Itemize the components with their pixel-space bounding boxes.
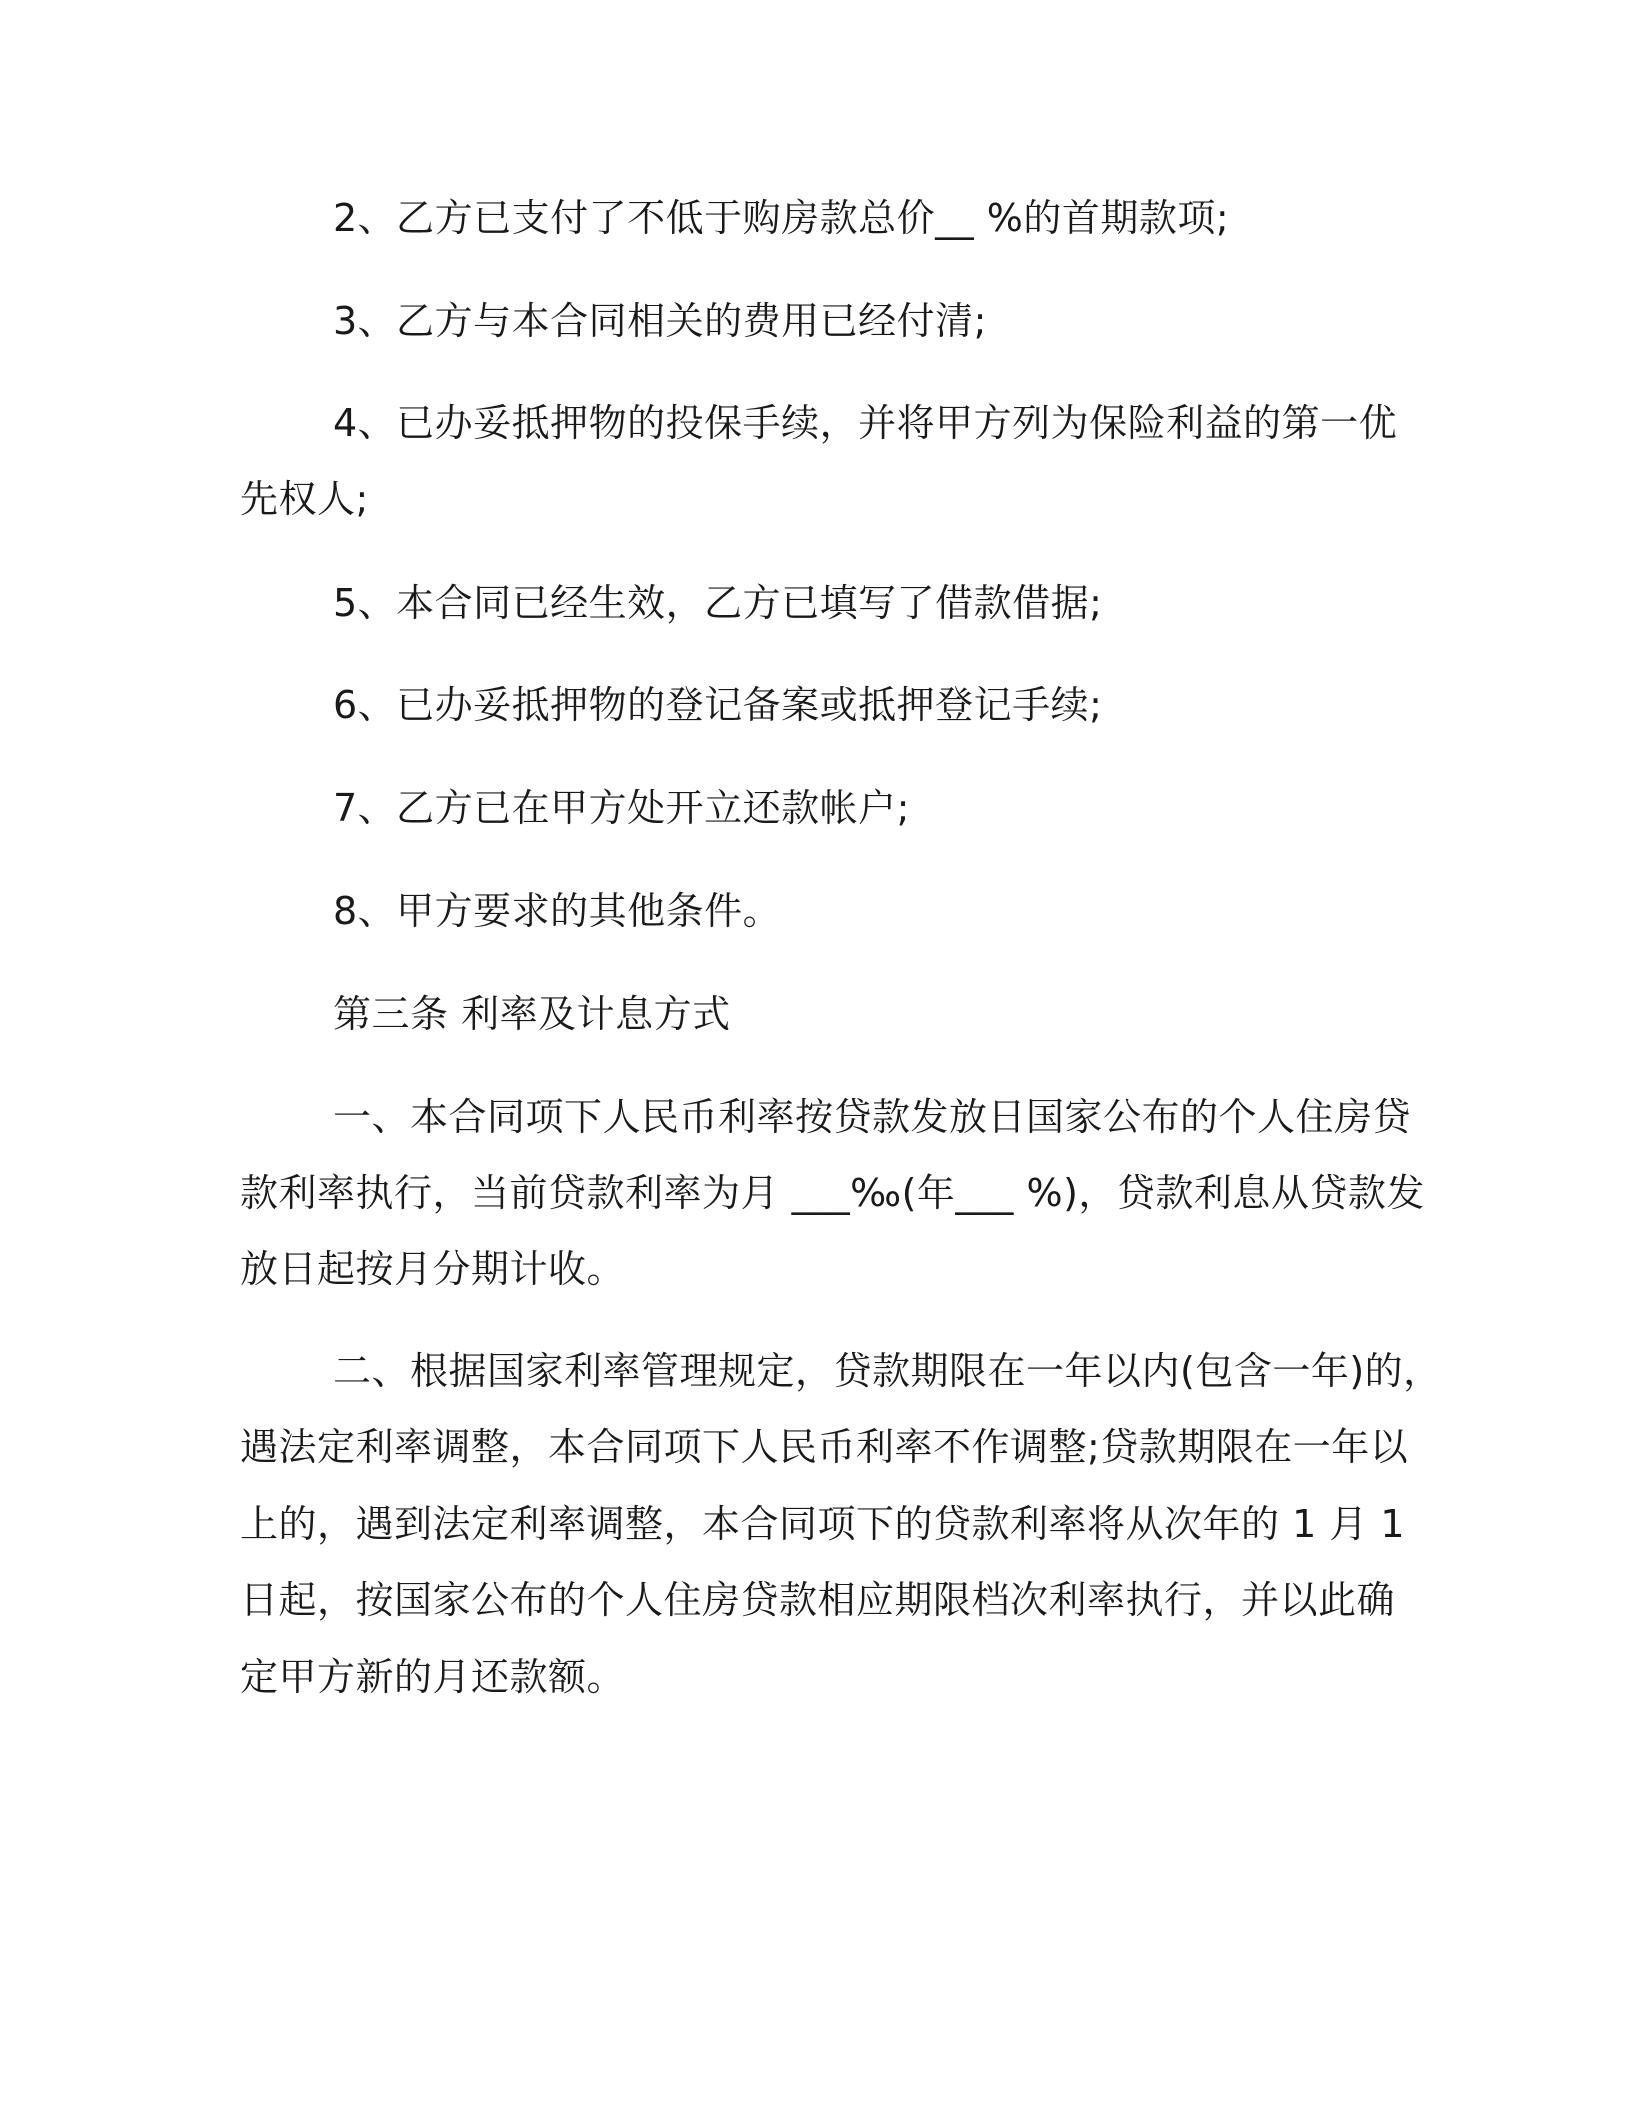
item-8: 8、甲方要求的其他条件。 [333,889,782,933]
clause-1-line-2: 款利率执行，当前贷款利率为月 ___‰(年___ %)，贷款利息从贷款发 [240,1171,1425,1215]
clause-1-line-3: 放日起按月分期计收。 [240,1247,626,1291]
item-7: 7、乙方已在甲方处开立还款帐户; [333,786,910,830]
item-4-line-2: 先权人; [240,477,369,521]
item-2: 2、乙方已支付了不低于购房款总价__ %的首期款项; [333,196,1230,240]
clause-2-line-3: 上的，遇到法定利率调整，本合同项下的贷款利率将从次年的 1 月 1 [240,1502,1406,1546]
clause-1-line-1: 一、本合同项下人民币利率按贷款发放日国家公布的个人住房贷 [333,1095,1412,1139]
section-title: 第三条 利率及计息方式 [333,992,731,1036]
clause-2-line-4: 日起，按国家公布的个人住房贷款相应期限档次利率执行，并以此确 [240,1578,1396,1622]
clause-2-line-2: 遇法定利率调整，本合同项下人民币利率不作调整;贷款期限在一年以 [240,1425,1409,1469]
clause-2-line-1: 二、根据国家利率管理规定，贷款期限在一年以内(包含一年)的， [333,1349,1442,1393]
item-3: 3、乙方与本合同相关的费用已经付清; [333,299,987,343]
clause-2-line-5: 定甲方新的月还款额。 [240,1655,626,1699]
item-5: 5、本合同已经生效，乙方已填写了借款借据; [333,581,1103,625]
item-6: 6、已办妥抵押物的登记备案或抵押登记手续; [333,683,1103,727]
item-4-line-1: 4、已办妥抵押物的投保手续，并将甲方列为保险利益的第一优 [333,401,1398,445]
